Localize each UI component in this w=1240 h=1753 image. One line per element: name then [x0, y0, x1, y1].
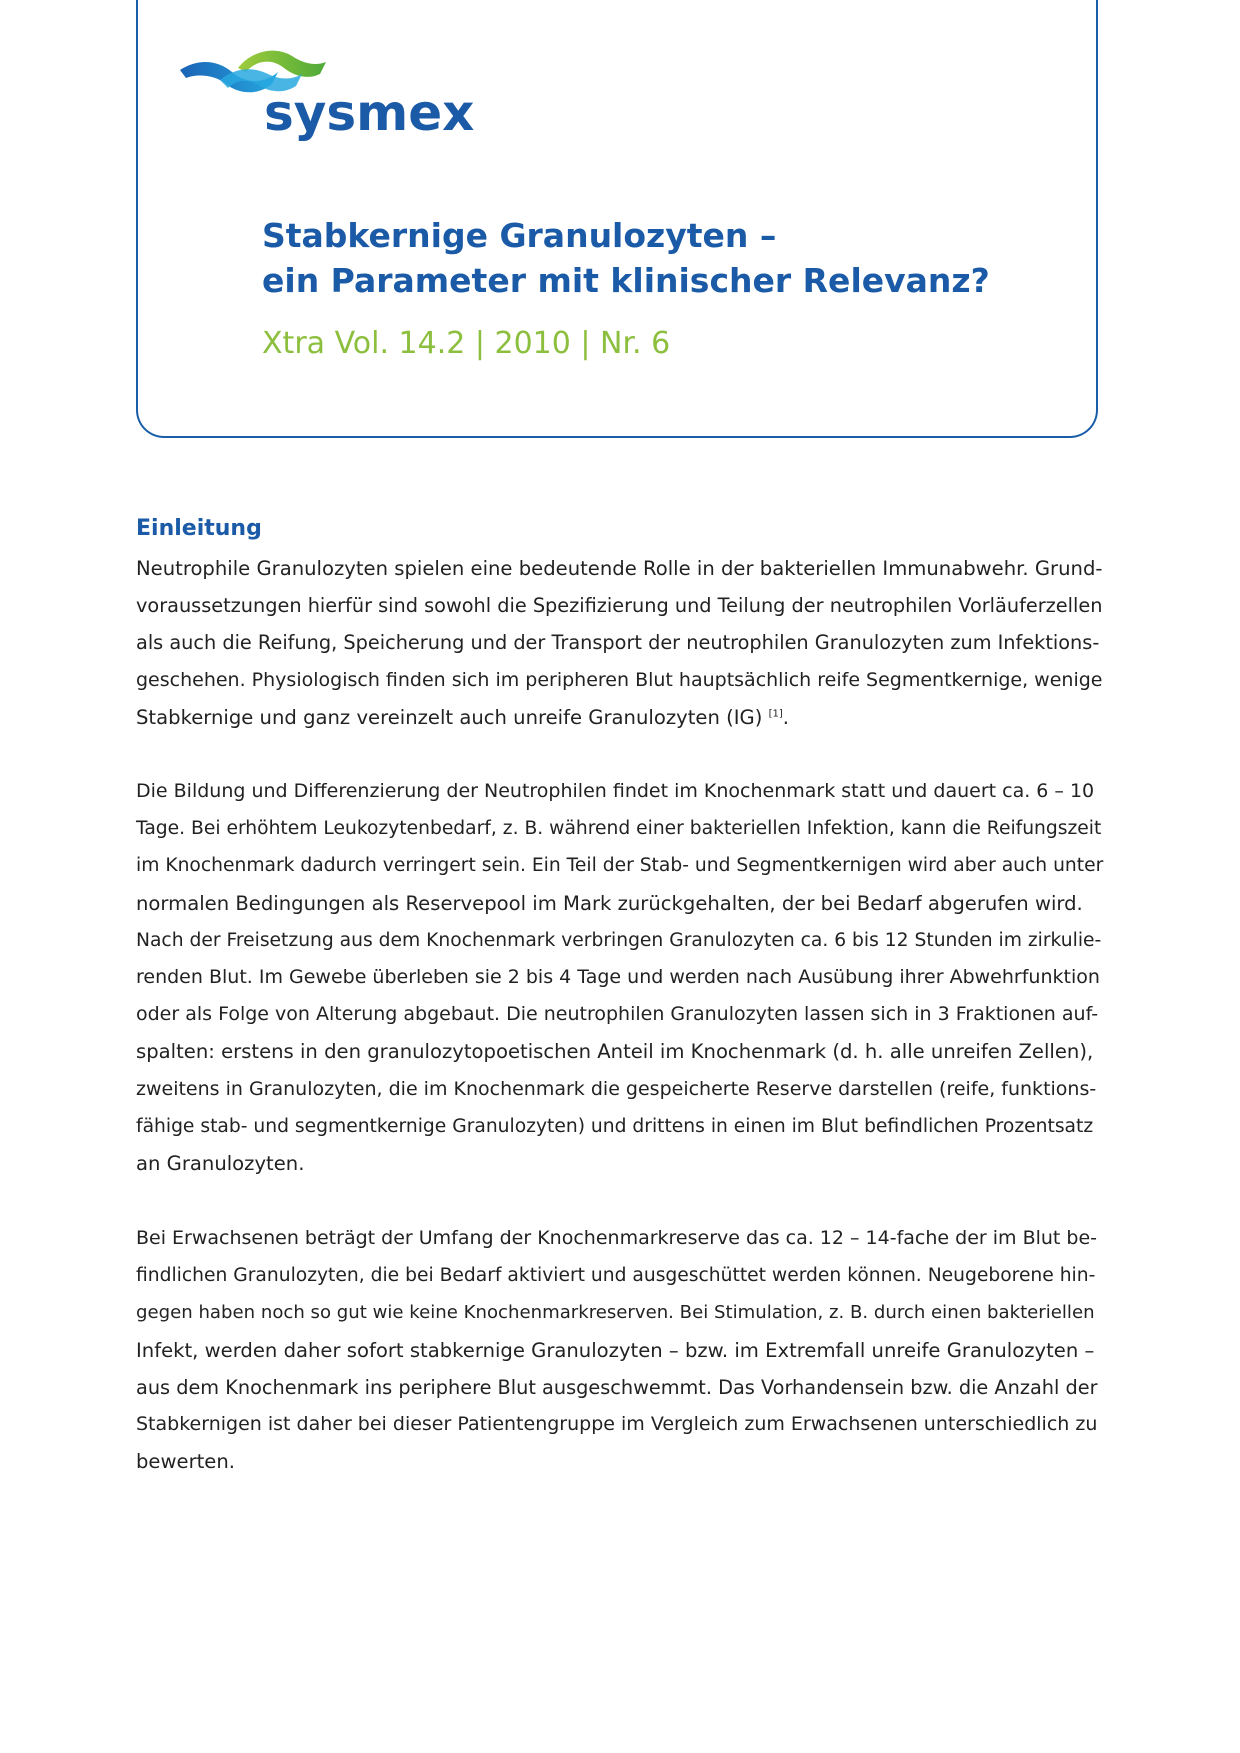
sysmex-wordmark: sysmex: [264, 84, 475, 142]
text-line: Tage. Bei erhöhtem Leukozytenbedarf, z. B. während einer bakteriellen Infektion, kann die Reifungszeit: [136, 818, 1102, 840]
text-line: als auch die Reifung, Speicherung und der Transport der neutrophilen Granulozyten zum Infektions-: [136, 631, 1100, 655]
text-line: normalen Bedingungen als Reservepool im Mark zurückgehalten, der bei Bedarf abgerufen wird.: [136, 891, 1083, 915]
text-line: an Granulozyten.: [136, 1152, 305, 1176]
text-line: Die Bildung und Differenzierung der Neutrophilen findet im Knochenmark statt und dauert ca. 6 – 10: [136, 780, 1095, 802]
title-line: Stabkernige Granulozyten –: [262, 216, 777, 255]
text-line: voraussetzungen hierfür sind sowohl die Spezifizierung und Teilung der neutrophilen Vorläuferzellen: [136, 594, 1103, 618]
text-line: gegen haben noch so gut wie keine Knochenmarkreserven. Bei Stimulation, z. B. durch einen bakteriellen: [136, 1302, 1095, 1324]
paragraph: [136, 773, 1106, 1182]
paragraph: [136, 1220, 1106, 1480]
text-fragment: .: [782, 705, 789, 729]
text-line: Stabkernigen ist daher bei dieser Patientengruppe im Vergleich zum Erwachsenen unterschiedlich zu: [136, 1413, 1098, 1436]
issue-info: Xtra Vol. 14.2 | 2010 | Nr. 6: [262, 326, 671, 361]
text-line: im Knochenmark dadurch verringert sein. Ein Teil der Stab- und Segmentkernigen wird aber auch unter: [136, 855, 1104, 877]
text-line: spalten: erstens in den granulozytopoetischen Anteil im Knochenmark (d. h. alle unreifen Zellen),: [136, 1040, 1094, 1064]
section-heading: Einleitung: [136, 516, 262, 541]
text-line: Nach der Freisetzung aus dem Knochenmark verbringen Granulozyten ca. 6 bis 12 Stunden im zirkulie-: [136, 929, 1102, 951]
citation-reference[interactable]: [1]: [768, 708, 783, 720]
paragraph: [136, 550, 1106, 736]
text-line: renden Blut. Im Gewebe überleben sie 2 bis 4 Tage und werden nach Ausübung ihrer Abwehrfunktion: [136, 966, 1100, 989]
text-line: geschehen. Physiologisch finden sich im peripheren Blut hauptsächlich reife Segmentkernige, wenige: [136, 668, 1103, 691]
sysmex-logo: [180, 44, 480, 144]
text-line: [136, 699, 1106, 736]
text-line: Neutrophile Granulozyten spielen eine bedeutende Rolle in der bakteriellen Immunabwehr. Grund-: [136, 557, 1103, 580]
text-line: bewerten.: [136, 1450, 236, 1474]
text-line: findlichen Granulozyten, die bei Bedarf aktiviert und ausgeschüttet werden können. Neugeborene hin-: [136, 1265, 1096, 1287]
text-line: Bei Erwachsenen beträgt der Umfang der Knochenmarkreserve das ca. 12 – 14-fache der im Blut be-: [136, 1227, 1098, 1249]
text-line: aus dem Knochenmark ins periphere Blut ausgeschwemmt. Das Vorhandensein bzw. die Anzahl der: [136, 1375, 1098, 1399]
text-line: oder als Folge von Alterung abgebaut. Die neutrophilen Granulozyten lassen sich in 3 Fraktionen auf-: [136, 1003, 1099, 1026]
text-fragment: Stabkernige und ganz vereinzelt auch unreife Granulozyten (IG): [136, 705, 763, 729]
text-line: Infekt, werden daher sofort stabkernige Granulozyten – bzw. im Extremfall unreife Granulozyten –: [136, 1338, 1095, 1362]
page-title: [262, 213, 1062, 303]
text-line: zweitens in Granulozyten, die im Knochenmark die gespeicherte Reserve darstellen (reife, funktions-: [136, 1077, 1097, 1100]
text-line: fähige stab- und segmentkernige Granulozyten) und drittens in einen im Blut befindlichen Prozentsatz: [136, 1115, 1094, 1137]
title-line: ein Parameter mit klinischer Relevanz?: [262, 261, 990, 300]
